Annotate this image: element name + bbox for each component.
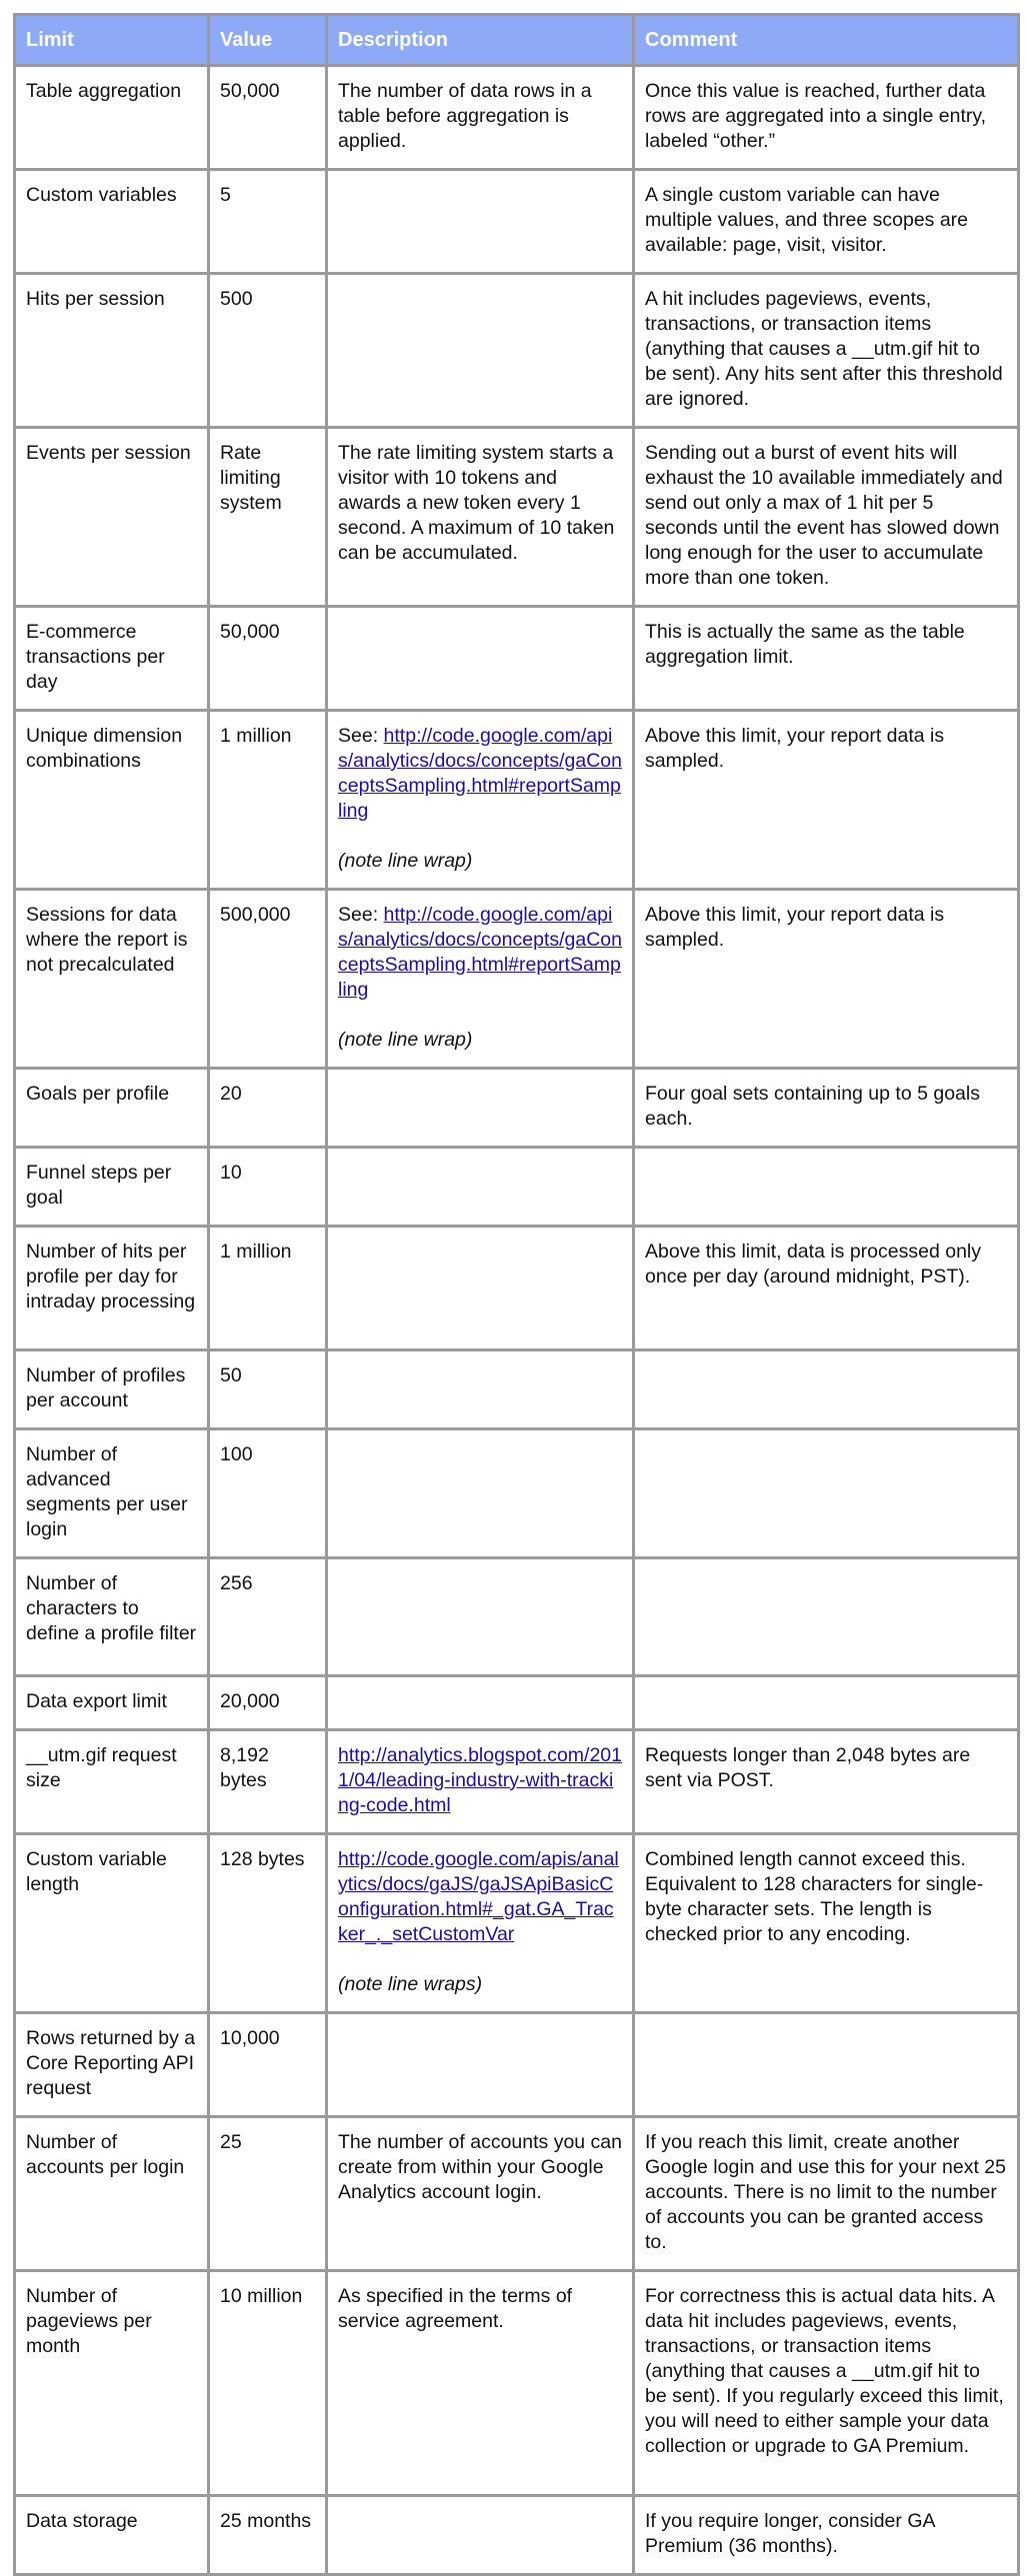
cell-description: The rate limiting system starts a visitor with 10 tokens and awards a new token every 1 second. A maximum of 10 taken can be accumulated. <box>327 428 634 607</box>
cell-comment: Requests longer than 2,048 bytes are sent via POST. <box>634 1730 1019 1834</box>
table-row <box>15 1676 1019 1730</box>
table-row <box>15 170 1019 274</box>
cell-comment: Four goal sets containing up to 5 goals each. <box>634 1069 1019 1148</box>
cell-limit: Data export limit <box>15 1676 209 1730</box>
cell-limit: Number of accounts per login <box>15 2117 209 2271</box>
table-row <box>15 607 1019 711</box>
table-row <box>15 2271 1019 2496</box>
cell-limit: Data storage <box>15 2496 209 2575</box>
cell-limit: Custom variables <box>15 170 209 274</box>
description-prefix: See: <box>338 904 384 926</box>
header-comment: Comment <box>634 15 1019 66</box>
table-row <box>15 711 1019 890</box>
limits-table <box>13 13 1020 2576</box>
table-row <box>15 1558 1019 1676</box>
cell-value: 1 million <box>209 711 327 890</box>
description-link[interactable]: http://code.google.com/apis/analytics/docs/gaJS/gaJSApiBasicConfiguration.html#_gat.GA_Tracker_._setCustomVar <box>338 1848 619 1945</box>
cell-value: 50 <box>209 1350 327 1429</box>
cell-comment <box>634 1148 1019 1227</box>
cell-value: 50,000 <box>209 66 327 170</box>
cell-comment: This is actually the same as the table aggregation limit. <box>634 607 1019 711</box>
cell-limit: Custom variable length <box>15 1834 209 2013</box>
cell-value: 20 <box>209 1069 327 1148</box>
cell-description <box>327 607 634 711</box>
cell-limit: Number of hits per profile per day for intraday processing <box>15 1227 209 1350</box>
cell-limit: Funnel steps per goal <box>15 1148 209 1227</box>
description-note: (note line wraps) <box>338 1973 483 1995</box>
table-row <box>15 274 1019 428</box>
cell-limit: E-commerce transactions per day <box>15 607 209 711</box>
cell-description <box>327 1676 634 1730</box>
cell-description <box>327 1429 634 1558</box>
cell-description <box>327 1834 634 2013</box>
description-link[interactable]: http://code.google.com/apis/analytics/docs/concepts/gaConceptsSampling.html#reportSampling <box>338 725 622 822</box>
cell-value: 25 months <box>209 2496 327 2575</box>
header-description: Description <box>327 15 634 66</box>
table-row <box>15 1069 1019 1148</box>
cell-value: 256 <box>209 1558 327 1676</box>
cell-value: 500 <box>209 274 327 428</box>
description-note: (note line wrap) <box>338 1029 473 1051</box>
cell-description <box>327 1069 634 1148</box>
description-note: (note line wrap) <box>338 850 473 872</box>
cell-description <box>327 2496 634 2575</box>
table-row <box>15 1227 1019 1350</box>
table-body <box>15 66 1019 2575</box>
table-row <box>15 2013 1019 2117</box>
cell-comment <box>634 1558 1019 1676</box>
cell-description: As specified in the terms of service agreement. <box>327 2271 634 2496</box>
table-row <box>15 66 1019 170</box>
table-row <box>15 1148 1019 1227</box>
cell-limit: Number of characters to define a profile filter <box>15 1558 209 1676</box>
cell-value: Rate limiting system <box>209 428 327 607</box>
cell-comment: Combined length cannot exceed this. Equivalent to 128 characters for single-byte character sets. The length is checked prior to any encoding. <box>634 1834 1019 2013</box>
cell-limit: Number of advanced segments per user login <box>15 1429 209 1558</box>
cell-limit: Number of pageviews per month <box>15 2271 209 2496</box>
table-row <box>15 1429 1019 1558</box>
cell-value: 100 <box>209 1429 327 1558</box>
cell-limit: Rows returned by a Core Reporting API request <box>15 2013 209 2117</box>
cell-description <box>327 711 634 890</box>
cell-limit: Table aggregation <box>15 66 209 170</box>
cell-value: 5 <box>209 170 327 274</box>
cell-comment: For correctness this is actual data hits. A data hit includes pageviews, events, transactions, or transaction items (anything that causes a __utm.gif hit to be sent). If you regularly exceed this limit, you will need to either sample your data collection or upgrade to GA Premium. <box>634 2271 1019 2496</box>
table-header-row <box>15 15 1019 66</box>
cell-comment: If you reach this limit, create another Google login and use this for your next 25 accounts. There is no limit to the number of accounts you can be granted access to. <box>634 2117 1019 2271</box>
cell-value: 50,000 <box>209 607 327 711</box>
cell-comment: A hit includes pageviews, events, transactions, or transaction items (anything that causes a __utm.gif hit to be sent). Any hits sent after this threshold are ignored. <box>634 274 1019 428</box>
cell-comment: A single custom variable can have multiple values, and three scopes are available: page, visit, visitor. <box>634 170 1019 274</box>
cell-description <box>327 274 634 428</box>
cell-value: 25 <box>209 2117 327 2271</box>
cell-limit: Goals per profile <box>15 1069 209 1148</box>
cell-comment: Sending out a burst of event hits will exhaust the 10 available immediately and send out only a max of 1 hit per 5 seconds until the event has slowed down long enough for the user to accumulate more than one token. <box>634 428 1019 607</box>
cell-comment: If you require longer, consider GA Premium (36 months). <box>634 2496 1019 2575</box>
cell-value: 10,000 <box>209 2013 327 2117</box>
cell-comment: Above this limit, data is processed only once per day (around midnight, PST). <box>634 1227 1019 1350</box>
cell-limit: Number of profiles per account <box>15 1350 209 1429</box>
cell-limit: Hits per session <box>15 274 209 428</box>
cell-description <box>327 170 634 274</box>
cell-description <box>327 1350 634 1429</box>
table-row <box>15 2496 1019 2575</box>
cell-description <box>327 890 634 1069</box>
cell-description: The number of accounts you can create from within your Google Analytics account login. <box>327 2117 634 2271</box>
cell-comment <box>634 1429 1019 1558</box>
cell-value: 20,000 <box>209 1676 327 1730</box>
table-row <box>15 1730 1019 1834</box>
cell-description <box>327 2013 634 2117</box>
cell-description: The number of data rows in a table before aggregation is applied. <box>327 66 634 170</box>
header-value: Value <box>209 15 327 66</box>
cell-limit: Unique dimension combinations <box>15 711 209 890</box>
table-row <box>15 890 1019 1069</box>
header-limit: Limit <box>15 15 209 66</box>
cell-comment: Above this limit, your report data is sampled. <box>634 890 1019 1069</box>
cell-description <box>327 1148 634 1227</box>
cell-value: 8,192 bytes <box>209 1730 327 1834</box>
cell-limit: Events per session <box>15 428 209 607</box>
cell-comment: Above this limit, your report data is sampled. <box>634 711 1019 890</box>
cell-comment <box>634 2013 1019 2117</box>
table-row <box>15 1350 1019 1429</box>
cell-value: 10 <box>209 1148 327 1227</box>
cell-comment <box>634 1350 1019 1429</box>
description-link[interactable]: http://code.google.com/apis/analytics/docs/concepts/gaConceptsSampling.html#reportSampling <box>338 904 622 1001</box>
cell-limit: Sessions for data where the report is not precalculated <box>15 890 209 1069</box>
description-prefix: See: <box>338 725 384 747</box>
cell-value: 10 million <box>209 2271 327 2496</box>
cell-description <box>327 1227 634 1350</box>
cell-value: 500,000 <box>209 890 327 1069</box>
cell-value: 1 million <box>209 1227 327 1350</box>
table-row <box>15 1834 1019 2013</box>
description-link[interactable]: http://analytics.blogspot.com/2011/04/leading-industry-with-tracking-code.html <box>338 1744 622 1816</box>
cell-description <box>327 1730 634 1834</box>
cell-value: 128 bytes <box>209 1834 327 2013</box>
cell-description <box>327 1558 634 1676</box>
cell-limit: __utm.gif request size <box>15 1730 209 1834</box>
cell-comment <box>634 1676 1019 1730</box>
table-row <box>15 2117 1019 2271</box>
cell-comment: Once this value is reached, further data rows are aggregated into a single entry, labeled “other.” <box>634 66 1019 170</box>
table-row <box>15 428 1019 607</box>
